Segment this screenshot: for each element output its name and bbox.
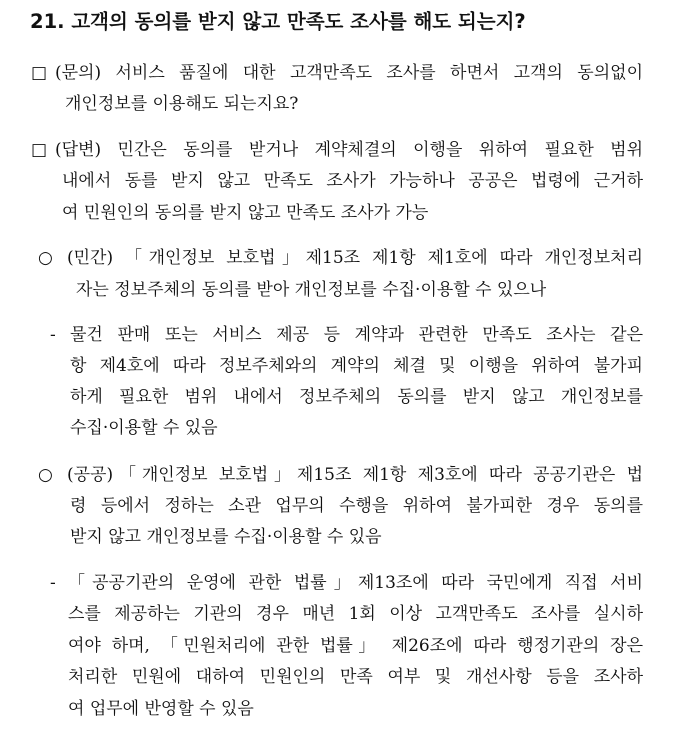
public-detail-line: 여 업무에 반영할 수 있음 [68, 699, 254, 719]
public-detail-line: 여야 하며, 「민원처리에 관한 법률」 제26조에 따라 행정기관의 장은 [68, 636, 643, 656]
question-line: 개인정보를 이용해도 되는지요? [65, 94, 299, 114]
public-line: 받지 않고 개인정보를 수집·이용할 수 있음 [70, 527, 382, 547]
answer-line: (답변) 민간은 동의를 받거나 계약체결의 이행을 위하여 필요한 범위 [55, 140, 643, 160]
private-detail-line: 물건 판매 또는 서비스 제공 등 계약과 관련한 만족도 조사는 같은 [70, 325, 643, 345]
private-detail-line: 수집·이용할 수 있음 [70, 418, 218, 438]
public-detail-line: 「공공기관의 운영에 관한 법률」제13조에 따라 국민에게 직접 서비 [68, 573, 643, 593]
private-detail-line: 항 제4호에 따라 정보주체와의 계약의 체결 및 이행을 위하여 불가피 [70, 356, 643, 376]
private-line: (민간) 「개인정보 보호법」제15조 제1항 제1호에 따라 개인정보처리 [67, 248, 643, 268]
question-line: (문의) 서비스 품질에 대한 고객만족도 조사를 하면서 고객의 동의없이 [55, 63, 643, 83]
private-detail-line: 하게 필요한 범위 내에서 정보주체의 동의를 받지 않고 개인정보를 [70, 387, 643, 407]
dash-bullet: - [50, 325, 56, 345]
public-line: (공공)「개인정보 보호법」제15조 제1항 제3호에 따라 공공기관은 법 [67, 465, 643, 485]
answer-line: 내에서 동를 받지 않고 만족도 조사가 가능하나 공공은 법령에 근거하 [62, 171, 643, 191]
public-detail-line: 처리한 민원에 대하여 민원인의 만족 여부 및 개선사항 등을 조사하 [68, 667, 643, 687]
checkbox-bullet: □ [31, 140, 48, 160]
public-line: 령 등에서 정하는 소관 업무의 수행을 위하여 불가피한 경우 동의를 [70, 496, 643, 516]
answer-line: 여 민원인의 동의를 받지 않고 만족도 조사가 가능 [62, 203, 429, 223]
circle-bullet: ○ [38, 465, 53, 485]
checkbox-bullet: □ [31, 63, 48, 83]
private-line: 자는 정보주체의 동의를 받아 개인정보를 수집·이용할 수 있으나 [76, 280, 547, 300]
circle-bullet: ○ [38, 248, 53, 268]
public-detail-line: 스를 제공하는 기관의 경우 매년 1회 이상 고객만족도 조사를 실시하 [68, 604, 643, 624]
page-title: 21. 고객의 동의를 받지 않고 만족도 조사를 해도 되는지? [30, 10, 526, 33]
dash-bullet: - [50, 573, 56, 593]
